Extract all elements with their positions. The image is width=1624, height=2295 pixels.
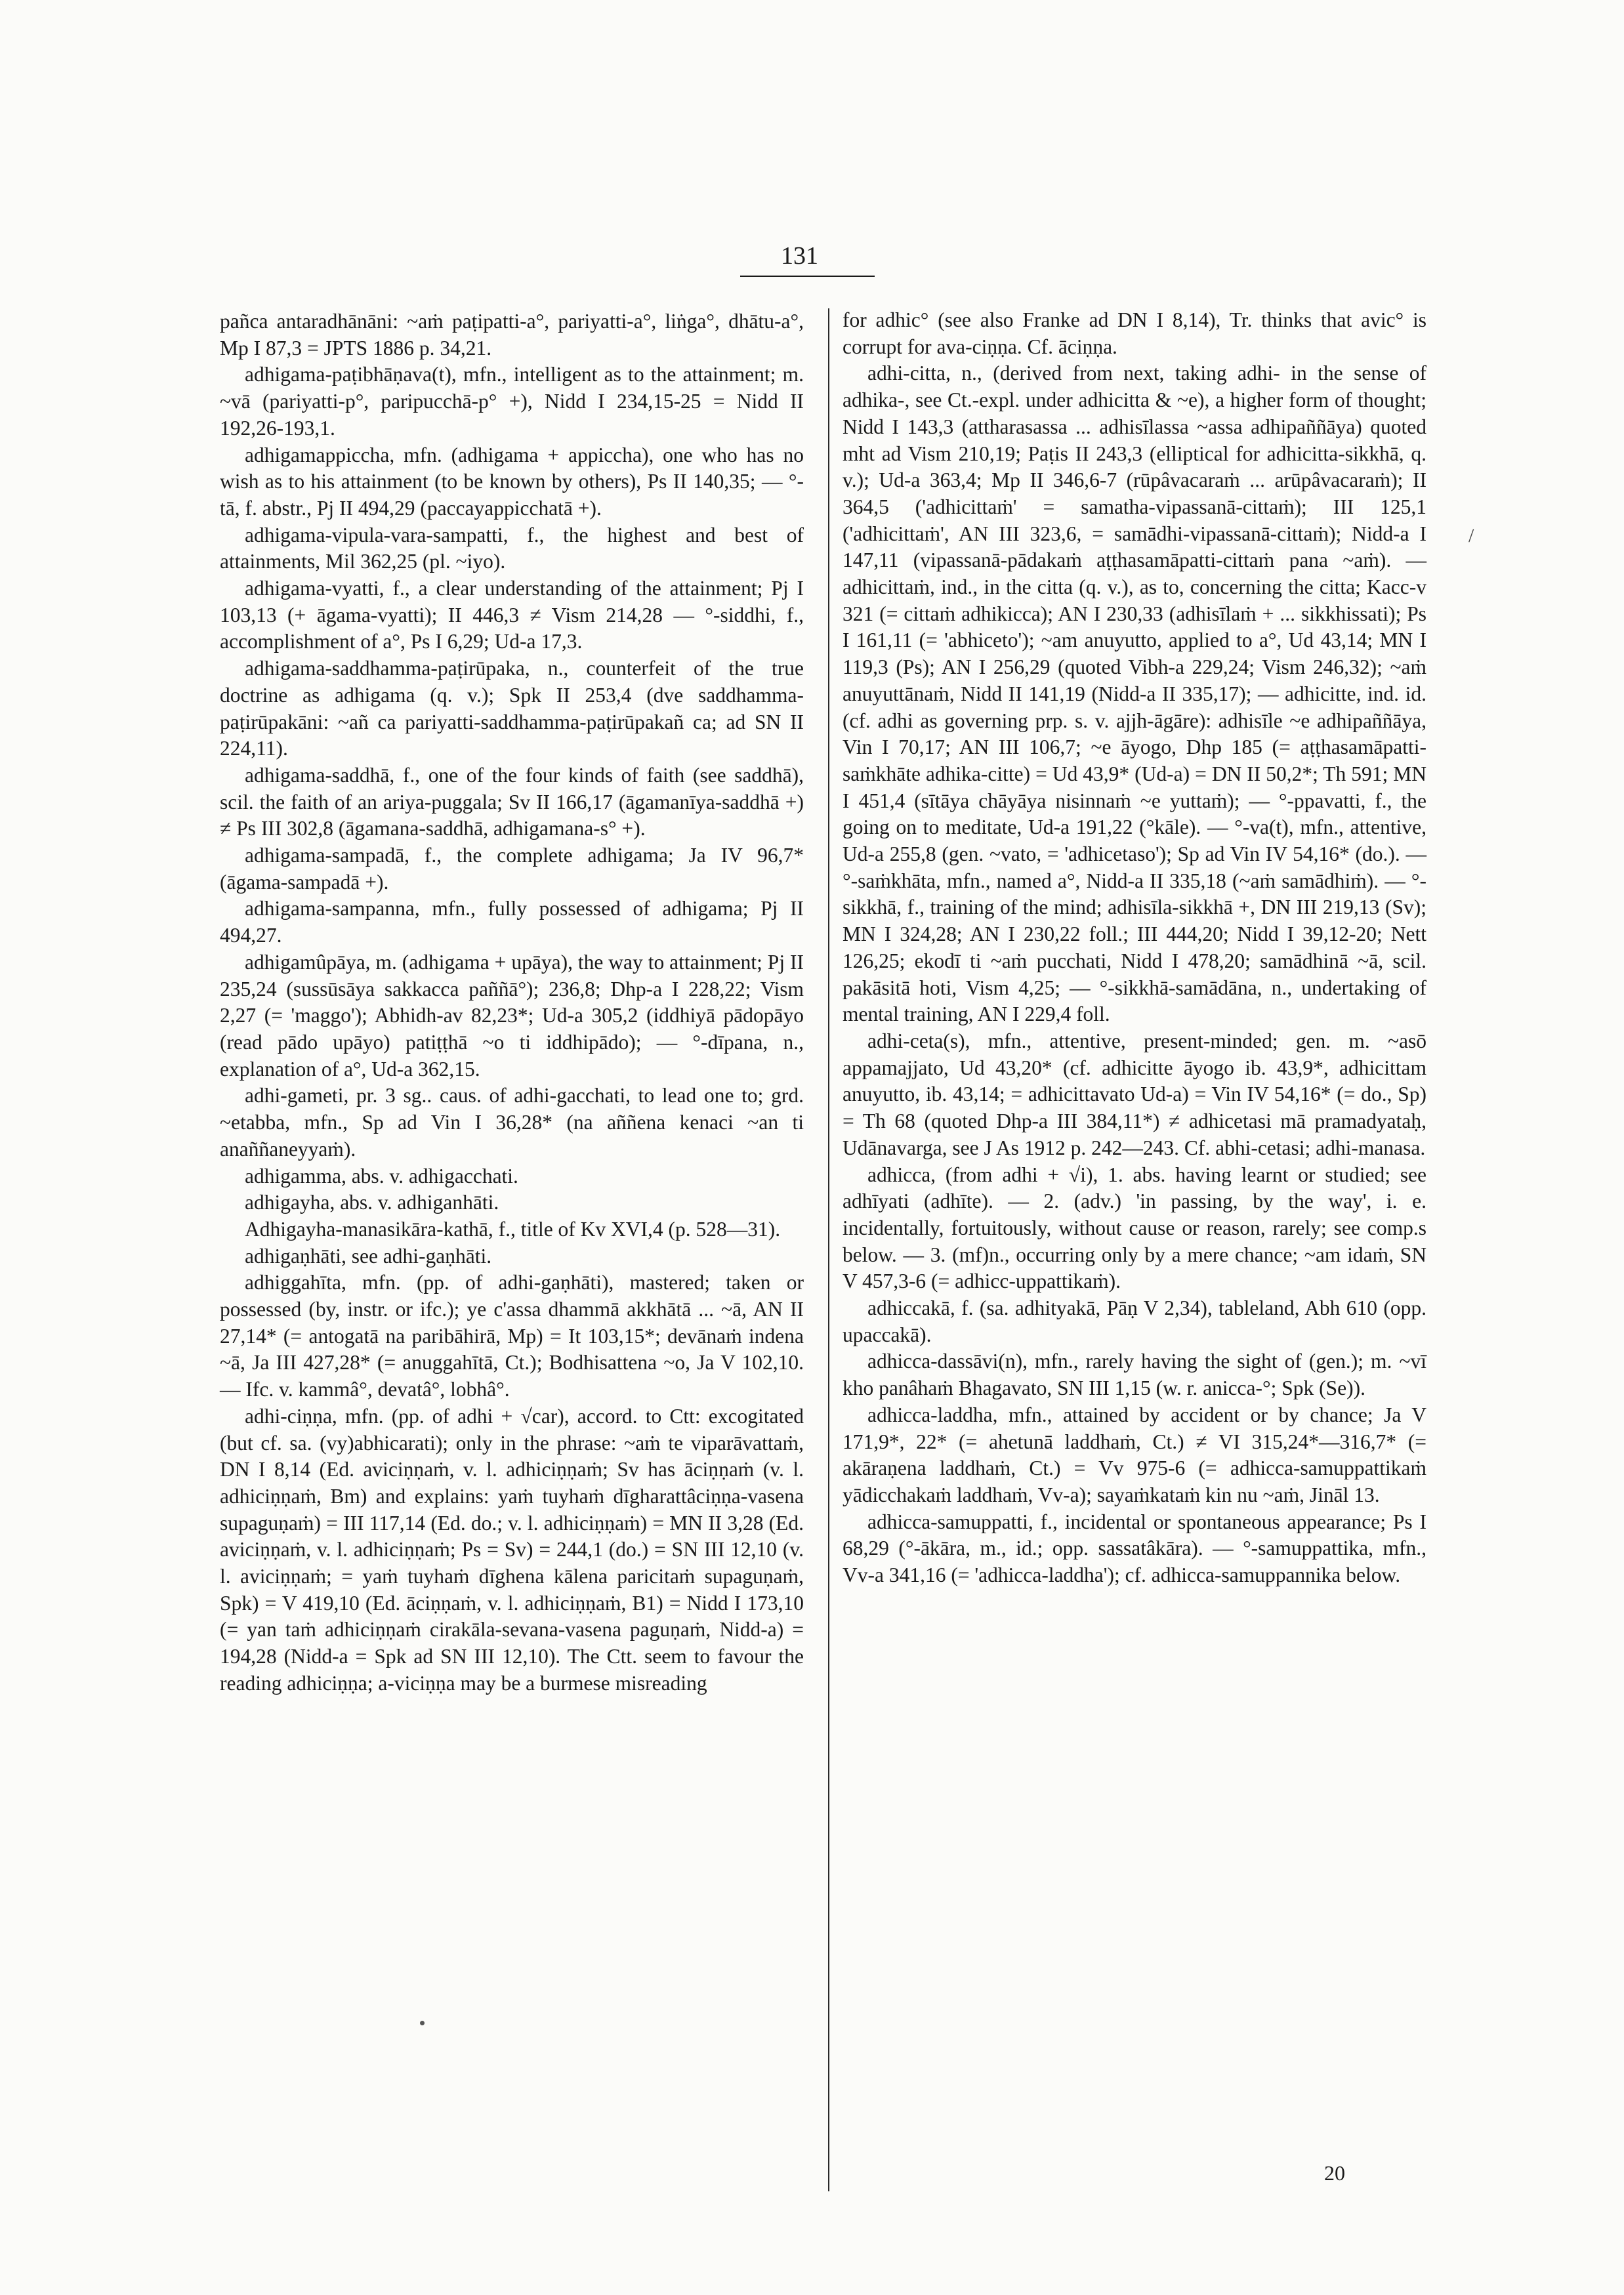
dictionary-entry: adhigamappiccha, mfn. (adhigama + appiccha), one who has no wish as to his attainment (to be known by others), Ps II 140,35; — °-tā, f. abstr., Pj II 494,29 (paccayappicchatā +).	[220, 443, 804, 520]
signature-number: 20	[1324, 2161, 1345, 2185]
dictionary-entry: adhigaṇhāti, see adhi-gaṇhāti.	[245, 1244, 492, 1268]
dictionary-entry: Adhigayha-manasikāra-kathā, f., title of Kv XVI,4 (p. 528—31).	[245, 1217, 781, 1241]
dictionary-entry: adhigama-sampadā, f., the complete adhigama; Ja IV 96,7* (āgama-sampadā +).	[220, 844, 804, 894]
dictionary-entry: adhiggahīta, mfn. (pp. of adhi-gaṇhāti), mastered; taken or possessed (by, instr. or ifc.); ye c'assa dhammā akkhātā ... ~ā, AN II 27,14* (= antogatā na paribāhirā, Mp) = It 103,15*; devānaṁ indena ~ā, Ja III 427,28* (= anuggahītā, Ct.); Bodhisattena ~o, Ja V 102,10. — Ifc. v. kammâ°, devatâ°, lobhâ°.	[220, 1271, 804, 1401]
dictionary-entry: adhiccakā, f. (sa. adhityakā, Pāṇ V 2,34), tableland, Abh 610 (opp. upaccakā).	[843, 1296, 1426, 1346]
dictionary-entry: adhigama-paṭibhāṇava(t), mfn., intelligent as to the attainment; m. ~vā (pariyatti-p°, paripucchā-p° +), Nidd I 234,15-25 = Nidd II 192,26-193,1.	[220, 363, 804, 440]
dictionary-entry: adhigayha, abs. v. adhiganhāti.	[245, 1191, 499, 1214]
dictionary-entry: adhigamma, abs. v. adhigacchati.	[245, 1164, 518, 1188]
dictionary-entry: pañca antaradhānāni: ~aṁ paṭipatti-a°, pariyatti-a°, liṅga°, dhātu-a°, Mp I 87,3 = JPTS 1886 p. 34,21.	[220, 310, 804, 360]
dictionary-entry: adhicca-laddha, mfn., attained by accident or by chance; Ja V 171,9*, 22* (= ahetunā laddhaṁ, Ct.) ≠ VI 315,24*—316,7* (= akāraṇena laddhaṁ, Ct.) = Vv 975-6 (= adhicca-samuppattikaṁ yādicchakaṁ laddhaṁ, Vv-a); sayaṁkataṁ kin nu ~aṁ, Jināl 13.	[843, 1403, 1426, 1506]
dictionary-entry: adhigama-vyatti, f., a clear understanding of the attainment; Pj I 103,13 (+ āgama-vyatti); II 446,3 ≠ Vism 214,28 — °-siddhi, f., accomplishment of a°, Ps I 6,29; Ud-a 17,3.	[220, 577, 804, 653]
dictionary-entry: adhicca-dassāvi(n), mfn., rarely having the sight of (gen.); m. ~vī kho panâhaṁ Bhagavato, SN III 1,15 (w. r. anicca-°; Spk (Se)).	[843, 1350, 1426, 1400]
dictionary-entry: adhi-ceta(s), mfn., attentive, present-minded; gen. m. ~asō appamajjato, Ud 43,20* (cf. adhicitte āyogo ib. 43,9*, adhicittam anuyutto, ib. 43,14; = adhicittavato Ud-a) = Vin IV 54,16* (= do., Sp) = Th 68 (quoted Dhp-a III 384,11*) ≠ adhicetasi mā pramadyataḥ, Udānavarga, see J As 1912 p. 242—243. Cf. abhi-cetasi; adhi-manasa.	[843, 1029, 1426, 1159]
dictionary-entry: adhi-ciṇṇa, mfn. (pp. of adhi + √car), accord. to Ctt: excogitated (but cf. sa. (vy)abhicarati); only in the phrase: ~aṁ te viparāvattaṁ, DN I 8,14 (Ed. aviciṇṇaṁ, v. l. adhiciṇṇaṁ; Sv has āciṇṇaṁ (v. l. adhiciṇṇaṁ, Bm) and explains: yaṁ tuyhaṁ dīgharattâciṇṇa-vasena supaguṇaṁ) = III 117,14 (Ed. do.; v. l. adhiciṇṇaṁ) = MN II 3,28 (Ed. aviciṇṇaṁ, v. l. adhiciṇṇaṁ; Ps = Sv) = 244,1 (do.) = SN III 12,10 (v. l. aviciṇṇaṁ; = yaṁ tuyhaṁ dīghena kālena paricitaṁ supaguṇaṁ, Spk) = V 419,10 (Ed. āciṇṇaṁ, v. l. adhiciṇṇaṁ, B1) = Nidd I 173,10 (= yan taṁ adhiciṇṇaṁ cirakāla-sevana-vasena paguṇaṁ, Nidd-a) = 194,28 (Nidd-a = Spk ad SN III 12,10). The Ctt. seem to favour the reading adhiciṇṇa; a-viciṇṇa may be a burmese misreading	[220, 1404, 804, 1695]
dictionary-entry: adhigamûpāya, m. (adhigama + upāya), the way to attainment; Pj II 235,24 (sussūsāya sakkacca paññā°); 236,8; Dhp-a I 228,22; Vism 2,27 (= 'maggo'); Abhidh-av 82,23*; Ud-a 305,2 (iddhiyā pādopāyo (read pādo upāyo) patiṭṭhā ~o ti iddhipādo); — °-dīpana, n., explanation of a°, Ud-a 362,15.	[220, 950, 804, 1081]
margin-mark: /	[1468, 525, 1474, 547]
dictionary-entry: adhicca-samuppatti, f., incidental or spontaneous appearance; Ps I 68,29 (°-ākāra, m., id.; opp. sassatâkāra). — °-samuppattika, mfn., Vv-a 341,16 (= 'adhicca-laddha'); cf. adhicca-samuppannika below.	[843, 1510, 1426, 1587]
dictionary-entry: adhigama-sampanna, mfn., fully possessed of adhigama; Pj II 494,27.	[220, 897, 804, 947]
left-column	[220, 308, 804, 1697]
dictionary-entry: adhi-gameti, pr. 3 sg.. caus. of adhi-gacchati, to lead one to; grd. ~etabba, mfn., Sp ad Vin I 36,28* (na aññena kenaci ~an ti anaññaneyyaṁ).	[220, 1084, 804, 1161]
dictionary-entry: adhi-citta, n., (derived from next, taking adhi- in the sense of adhika-, see Ct.-expl. under adhicitta & ~e), a higher form of thought; Nidd I 143,3 (attharasassa ... adhisīlassa ~assa adhipaññāya) quoted mht ad Vism 210,19; Paṭis II 243,3 (elliptical for adhicitta-sikkhā, q. v.); Ud-a 363,4; Mp II 346,6-7 (rūpâvacaraṁ ... arūpâvacaraṁ); II 364,5 ('adhicittaṁ' = samatha-vipassanā-cittaṁ); III 125,1 ('adhicittaṁ', AN III 323,6, = samādhi-vipassanā-cittaṁ); Nidd-a I 147,11 (vipassanā-pādakaṁ aṭṭhasamāpatti-cittaṁ pana ~aṁ). — adhicittaṁ, ind., in the citta (q. v.), as to, concerning the citta; Kacc-v 321 (= cittaṁ adhikicca); AN I 230,33 (adhisīlaṁ + ... sikkhissati); Ps I 161,11 (= 'abhiceto'); ~am anuyutto, applied to a°, Ud 43,14; MN I 119,3 (Ps); AN I 256,29 (quoted Vibh-a 229,24; Vism 246,32); ~aṁ anuyuttānaṁ, Nidd II 141,19 (Nidd-a II 335,17); — adhicitte, ind. id. (cf. adhi as governing prp. s. v. ajjh-āgāre): adhisīle ~e adhipaññāya, Vin I 70,17; AN III 106,7; ~e āyogo, Dhp 185 (= aṭṭhasamāpatti-saṁkhāte adhika-citte) = Ud 43,9* (Ud-a) = DN II 50,2*; Th 591; MN I 451,4 (sītāya chāyāya nisinnaṁ ~e yuttaṁ); — °-ppavatti, f., the going on to meditate, Ud-a 191,22 (°kāle). — °-va(t), mfn., attentive, Ud-a 255,8 (gen. ~vato, = 'adhicetaso'); Sp ad Vin IV 54,16* (do.). — °-saṁkhāta, mfn., named a°, Nidd-a II 335,18 (~aṁ samādhiṁ). — °-sikkhā, f., training of the mind; adhisīla-sikkhā +, DN III 219,13 (Sv); MN I 324,28; AN I 230,22 foll.; III 444,20; Nidd I 39,12-20; Nett 126,25; ekodī ti ~aṁ pucchati, Nidd I 478,20; samādhinā ~ā, scil. pakāsitā hoti, Vism 4,25; — °-sikkhā-samādāna, n., undertaking of mental training, AN I 229,4 foll.	[843, 362, 1426, 1026]
column-divider	[828, 308, 829, 2191]
dictionary-entry: adhigama-vipula-vara-sampatti, f., the highest and best of attainments, Mil 362,25 (pl. ~iyo).	[220, 523, 804, 573]
dictionary-entry: adhicca, (from adhi + √i), 1. abs. having learnt or studied; see adhīyati (adhīte). — 2. (adv.) 'in passing, by the way', i. e. incidentally, fortuitously, without cause or reason, rarely; see comp.s below. — 3. (mf)n., occurring only by a mere chance; ~am idaṁ, SN V 457,3-6 (= adhicc-uppattikaṁ).	[843, 1163, 1426, 1293]
dictionary-entry: adhigama-saddhamma-paṭirūpaka, n., counterfeit of the true doctrine as adhigama (q. v.); Spk II 253,4 (dve saddhamma-paṭirūpakāni: ~añ ca pariyatti-saddhamma-paṭirūpakañ ca; ad SN II 224,11).	[220, 657, 804, 760]
right-column	[843, 307, 1426, 1589]
dictionary-entry: for adhic° (see also Franke ad DN I 8,14), Tr. thinks that avic° is corrupt for ava-ciṇṇa. Cf. āciṇṇa.	[843, 308, 1426, 358]
header-rule	[740, 276, 875, 277]
page-number: 131	[781, 242, 818, 270]
dictionary-entry: adhigama-saddhā, f., one of the four kinds of faith (see saddhā), scil. the faith of an ariya-puggala; Sv II 166,17 (āgamanīya-saddhā +) ≠ Ps III 302,8 (āgamana-saddhā, adhigamana-s° +).	[220, 763, 804, 840]
ink-dot	[420, 2021, 425, 2025]
